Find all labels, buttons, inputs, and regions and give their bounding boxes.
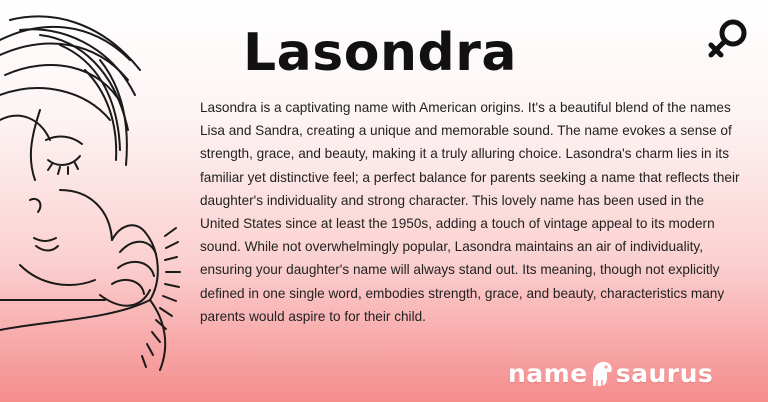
baby-name-title: Lasondra: [243, 23, 517, 83]
logo-text-suffix: saurus: [615, 358, 714, 388]
logo-text-prefix: name: [508, 358, 588, 388]
female-symbol-icon: [704, 14, 752, 62]
sleeping-baby-illustration: [0, 0, 200, 402]
dinosaur-icon: [589, 358, 615, 388]
name-description: Lasondra is a captivating name with American origins. It's a beautiful blend of the names Lisa and Sandra, creating a unique and memorable sound. The name evokes a sense of strength, grace, and beauty, making it a truly alluring choice. Lasondra's charm lies in its familiar yet distinctive feel; a perfect balance for parents seeking a name that reflects their daughter's individuality and strong character. This lovely name has been used in the United States since at least the 1950s, adding a touch of vintage appeal to its modern sound. While not overwhelmingly popular, Lasondra maintains an air of individuality, ensuring your daughter's name will always stand out. Its meaning, though not explicitly defined in one single word, embodies strength, grace, and beauty, characteristics many parents would aspire to for their child.: [200, 100, 740, 324]
namesaurus-logo[interactable]: [508, 355, 730, 391]
